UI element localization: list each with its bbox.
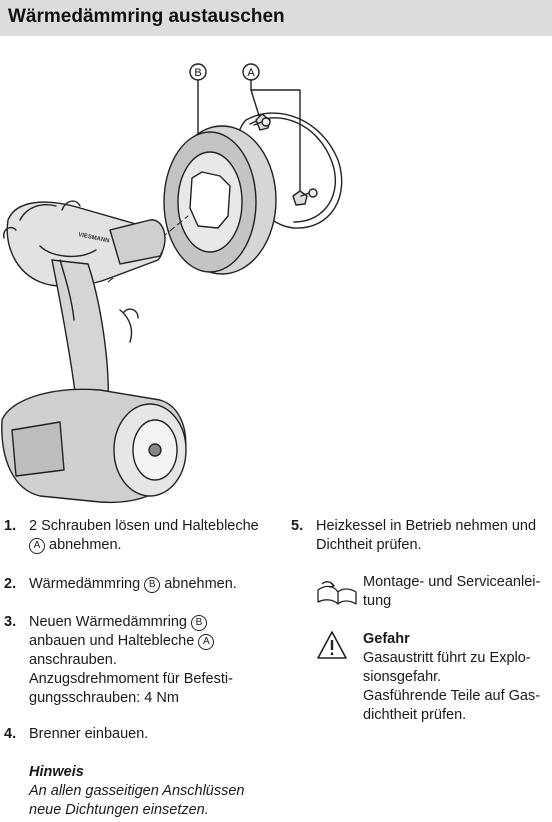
page-title: Wärmedämmring austauschen [8, 6, 285, 27]
burner-assembly [2, 202, 186, 502]
section-header [0, 0, 552, 36]
step-number: 4. [4, 726, 17, 742]
step-text: Brenner einbauen. [29, 726, 149, 742]
step-text: Heizkessel in Betrieb nehmen und [316, 518, 537, 534]
step-text: 2 Schrauben lösen und Haltebleche [29, 518, 259, 534]
warning-triangle-icon [316, 630, 348, 660]
danger-text: Gasführende Teile auf Gas- [363, 688, 541, 704]
ref-b-badge: B [191, 615, 207, 631]
danger-title: Gefahr [363, 631, 410, 647]
step-text: abnehmen. [160, 576, 237, 592]
step-4 [4, 725, 284, 745]
step-number: 5. [291, 518, 304, 534]
manual-book-icon [314, 578, 358, 608]
step-text: anbauen und Haltebleche [29, 633, 199, 649]
burner-illustration [0, 50, 552, 505]
reference-text: tung [363, 593, 392, 609]
callout-a-label: A [247, 67, 255, 79]
brand-mark: VIESMANN [77, 232, 110, 245]
reference-note [363, 573, 551, 613]
step-text: abnehmen. [45, 537, 122, 553]
step-text: anschrauben. [29, 652, 117, 668]
hint-line: neue Dichtungen einsetzen. [29, 802, 209, 818]
step-text: Anzugsdrehmoment für Befesti- [29, 671, 233, 687]
hint-title: Hinweis [29, 764, 84, 780]
reference-text: Montage- und Serviceanlei- [363, 574, 541, 590]
danger-box [363, 630, 551, 726]
danger-text: dichtheit prüfen. [363, 707, 467, 723]
step-3 [4, 613, 284, 713]
step-number: 2. [4, 576, 17, 592]
step-number: 1. [4, 518, 17, 534]
step-number: 3. [4, 614, 17, 630]
hint-box [29, 763, 289, 821]
step-text: Wärmedämmring [29, 576, 145, 592]
hint-line: An allen gasseitigen Anschlüssen [29, 783, 245, 799]
danger-text: sionsgefahr. [363, 669, 442, 685]
step-5 [291, 517, 549, 557]
ref-b-badge: B [144, 577, 160, 593]
step-2 [4, 575, 284, 595]
step-text: gungsschrauben: 4 Nm [29, 690, 179, 706]
ref-a-badge: A [198, 634, 214, 650]
insulation-ring [164, 126, 276, 274]
callout-b-label: B [194, 67, 202, 79]
danger-text: Gasaustritt führt zu Explo- [363, 650, 531, 666]
ref-a-badge: A [29, 538, 45, 554]
step-text: Neuen Wärmedämmring [29, 614, 191, 630]
step-1 [4, 517, 284, 557]
step-text: Dichtheit prüfen. [316, 537, 422, 553]
